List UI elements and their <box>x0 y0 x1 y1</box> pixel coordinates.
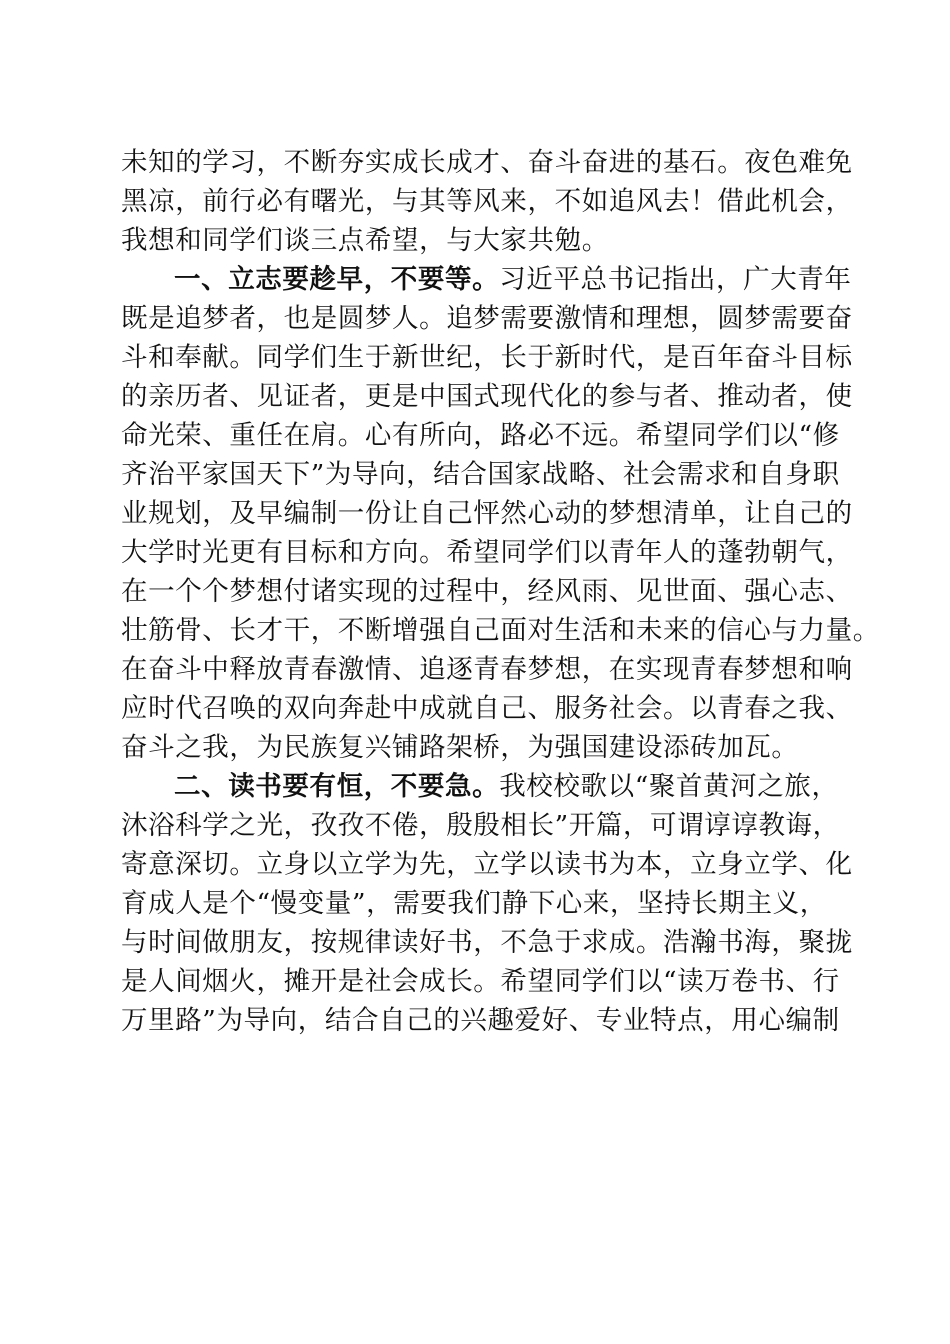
text-line: 黑凉，前行必有曙光，与其等风来，不如追风去！借此机会， <box>121 186 853 217</box>
text-line: 应时代召唤的双向奔赴中成就自己、服务社会。以青春之我、 <box>121 693 853 724</box>
text-line: 业规划，及早编制一份让自己怦然心动的梦想清单，让自己的 <box>121 498 853 529</box>
text-line: 育成人是个“慢变量”，需要我们静下心来，坚持长期主义， <box>121 888 827 919</box>
paragraph-2-first-line <box>174 767 839 807</box>
text-line: 是人间烟火，摊开是社会成长。希望同学们以“读万卷书、行 <box>121 966 840 997</box>
text-line: 与时间做朋友，按规律读好书，不急于求成。浩瀚书海，聚拢 <box>121 927 853 958</box>
text-line: 的亲历者、见证者，更是中国式现代化的参与者、推动者，使 <box>121 381 853 412</box>
paragraph-1-text: 习近平总书记指出，广大青年 <box>499 264 852 295</box>
text-line: 既是追梦者，也是圆梦人。追梦需要激情和理想，圆梦需要奋 <box>121 303 853 334</box>
text-line: 大学时光更有目标和方向。希望同学们以青年人的蓬勃朝气， <box>121 537 853 568</box>
text-line: 沐浴科学之光，孜孜不倦，殷殷相长”开篇，可谓谆谆教诲， <box>121 810 840 841</box>
text-line: 万里路”为导向，结合自己的兴趣爱好、专业特点，用心编制 <box>121 1005 840 1036</box>
text-line: 斗和奉献。同学们生于新世纪，长于新时代，是百年奋斗目标 <box>121 342 853 373</box>
text-line: 未知的学习，不断夯实成长成才、奋斗奋进的基石。夜色难免 <box>121 147 853 178</box>
text-line: 命光荣、重任在肩。心有所向，路必不远。希望同学们以“修 <box>121 420 840 451</box>
paragraph-1-first-line <box>174 260 852 300</box>
text-line: 壮筋骨、长才干，不断增强自己面对生活和未来的信心与力量。 <box>121 615 880 646</box>
paragraph-1-heading: 一、立志要趁早，不要等。 <box>174 264 500 295</box>
paragraph-2-heading: 二、读书要有恒，不要急。 <box>174 771 500 802</box>
text-line: 在一个个梦想付诸实现的过程中，经风雨、见世面、强心志、 <box>121 576 853 607</box>
paragraph-2-text: 我校校歌以“聚首黄河之旅， <box>499 771 839 802</box>
text-line: 齐治平家国天下”为导向，结合国家战略、社会需求和自身职 <box>121 459 840 490</box>
text-line: 寄意深切。立身以立学为先，立学以读书为本，立身立学、化 <box>121 849 853 880</box>
text-line: 奋斗之我，为民族复兴铺路架桥，为强国建设添砖加瓦。 <box>121 732 799 763</box>
text-line: 在奋斗中释放青春激情、追逐青春梦想，在实现青春梦想和响 <box>121 654 853 685</box>
text-line: 我想和同学们谈三点希望，与大家共勉。 <box>121 225 609 256</box>
